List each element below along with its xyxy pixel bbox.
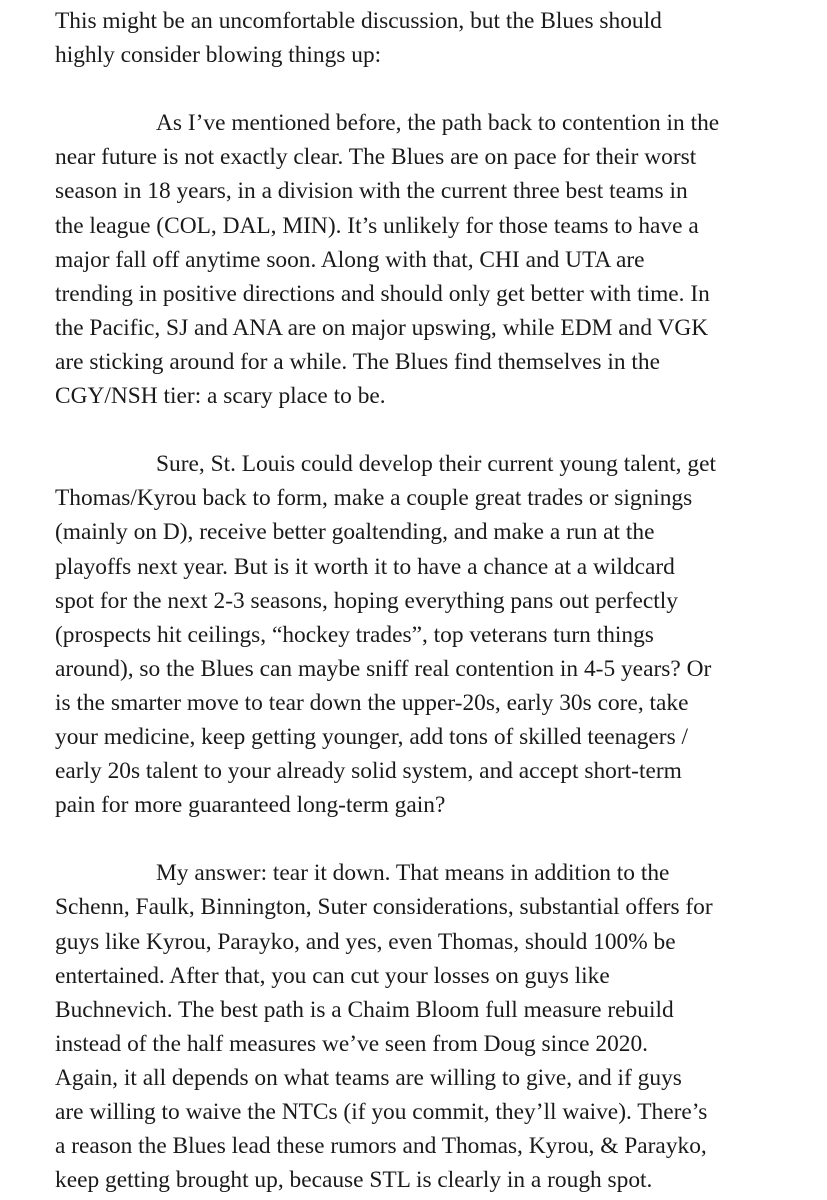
text-line: pain for more guaranteed long-term gain?	[55, 792, 446, 819]
text-line: As I’ve mentioned before, the path back to contention in the	[156, 110, 720, 137]
text-line: are willing to waive the NTCs (if you commit, they’ll waive). There’s	[55, 1099, 708, 1125]
text-line: entertained. After that, you can cut your losses on guys like	[55, 962, 610, 989]
text-line: is the smarter move to tear down the upper-20s, early 30s core, take	[55, 689, 689, 716]
text-line: playoffs next year. But is it worth it to have a chance at a wildcard	[55, 553, 675, 580]
text-line: trending in positive directions and should only get better with time. In	[55, 280, 710, 307]
text-line: around), so the Blues can maybe sniff real contention in 4-5 years? Or	[55, 655, 712, 682]
paragraph-gap	[55, 822, 823, 856]
text-line: This might be an uncomfortable discussion, but the Blues should	[55, 8, 662, 34]
text-line: early 20s talent to your already solid system, and accept short-term	[55, 758, 682, 785]
text-line: My answer: tear it down. That means in addition to the	[156, 860, 670, 887]
text-line: Again, it all depends on what teams are willing to give, and if guys	[55, 1064, 682, 1091]
text-line: Buchnevich. The best path is a Chaim Bloom full measure rebuild	[55, 996, 674, 1023]
text-line: guys like Kyrou, Parayko, and yes, even Thomas, should 100% be	[55, 928, 676, 955]
text-line: Schenn, Faulk, Binnington, Suter considerations, substantial offers for	[55, 894, 713, 921]
text-line: are sticking around for a while. The Blues find themselves in the	[55, 348, 660, 375]
paragraph-2	[55, 447, 823, 822]
text-line: a reason the Blues lead these rumors and Thomas, Kyrou, & Parayko,	[55, 1133, 707, 1160]
text-line: (mainly on D), receive better goaltending, and make a run at the	[55, 519, 655, 546]
paragraph-1	[55, 106, 823, 413]
text-line: Sure, St. Louis could develop their current young talent, get	[156, 451, 716, 478]
paragraph-3	[55, 856, 823, 1197]
text-line: season in 18 years, in a division with the current three best teams in	[55, 178, 688, 205]
text-line: the Pacific, SJ and ANA are on major upswing, while EDM and VGK	[55, 314, 709, 341]
text-line: (prospects hit ceilings, “hockey trades”, top veterans turn things	[55, 621, 654, 648]
text-line: near future is not exactly clear. The Blues are on pace for their worst	[55, 144, 697, 171]
text-line: your medicine, keep getting younger, add tons of skilled teenagers /	[55, 723, 689, 750]
text-line: highly consider blowing things up:	[55, 42, 382, 69]
text-line: keep getting brought up, because STL is clearly in a rough spot.	[55, 1167, 653, 1194]
document-body	[55, 4, 823, 1197]
paragraph-gap	[55, 72, 823, 106]
text-line: Thomas/Kyrou back to form, make a couple great trades or signings	[55, 485, 693, 512]
intro-paragraph	[55, 4, 823, 72]
text-line: instead of the half measures we’ve seen from Doug since 2020.	[55, 1030, 649, 1057]
text-line: CGY/NSH tier: a scary place to be.	[55, 383, 386, 410]
paragraph-gap	[55, 413, 823, 447]
text-line: spot for the next 2-3 seasons, hoping everything pans out perfectly	[55, 587, 678, 614]
text-line: major fall off anytime soon. Along with that, CHI and UTA are	[55, 246, 645, 273]
text-line: the league (COL, DAL, MIN). It’s unlikely for those teams to have a	[55, 212, 699, 239]
